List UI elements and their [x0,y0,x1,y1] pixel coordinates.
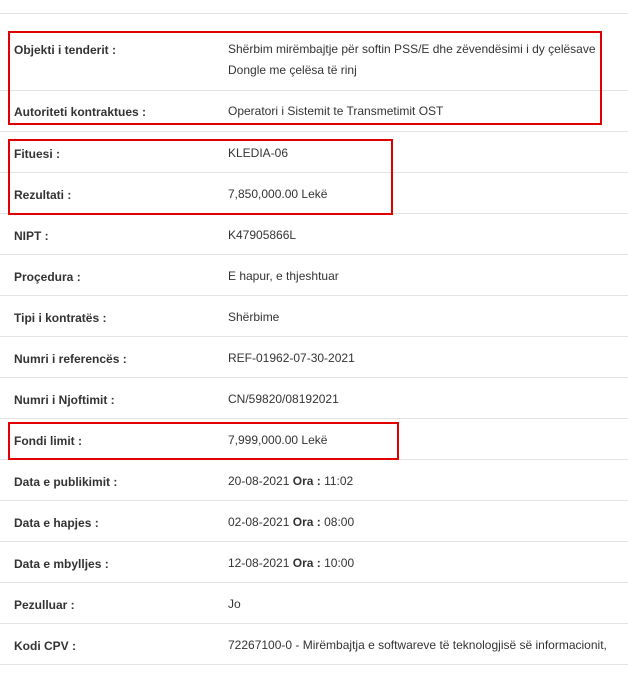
label-fondi-limit: Fondi limit : [14,434,82,448]
row-objekti [0,14,628,91]
label-rezultati: Rezultati : [14,188,72,202]
label-tipi-kontrates: Tipi i kontratës : [14,311,107,325]
time-label-mbylljes: Ora : [292,556,321,570]
row-fituesi [0,132,628,173]
label-data-hapjes: Data e hapjes : [14,516,99,530]
value-procedura: E hapur, e thjeshtuar [228,269,339,283]
row-procedura [0,255,628,296]
row-autoriteti [0,91,628,132]
time-publikimit: 11:02 [324,474,354,488]
label-numri-njoftimit: Numri i Njoftimit : [14,393,115,407]
row-rezultati [0,173,628,214]
row-data-publikimit [0,460,628,501]
time-label-publikimit: Ora : [292,474,321,488]
label-numri-references: Numri i referencës : [14,352,127,366]
row-pezulluar [0,583,628,624]
label-kodi-cpv: Kodi CPV : [14,639,76,653]
time-mbylljes: 10:00 [324,556,355,570]
time-hapjes: 08:00 [324,515,355,529]
label-pezulluar: Pezulluar : [14,598,75,612]
value-rezultati: 7,850,000.00 Lekë [228,187,328,201]
row-data-mbylljes [0,542,628,583]
row-numri-njoftimit [0,378,628,419]
value-data-publikimit [228,471,618,492]
value-nipt: K47905866L [228,228,297,242]
date-mbylljes: 12-08-2021 [228,556,290,570]
time-label-hapjes: Ora : [292,515,321,529]
label-data-mbylljes: Data e mbylljes : [14,557,109,571]
date-hapjes: 02-08-2021 [228,515,290,529]
row-data-hapjes [0,501,628,542]
value-numri-njoftimit: CN/59820/08192021 [228,392,339,406]
value-tipi-kontrates: Shërbime [228,310,280,324]
value-numri-references: REF-01962-07-30-2021 [228,351,355,365]
label-nipt: NIPT : [14,229,49,243]
row-fondi-limit [0,419,628,460]
value-autoriteti: Operatori i Sistemit te Transmetimit OST [228,104,444,118]
date-publikimit: 20-08-2021 [228,474,290,488]
label-autoriteti: Autoriteti kontraktues : [14,105,147,119]
label-objekti: Objekti i tenderit : [14,43,117,57]
label-data-publikimit: Data e publikimit : [14,475,118,489]
row-kodi-cpv [0,624,628,665]
label-fituesi: Fituesi : [14,147,61,161]
value-pezulluar: Jo [228,597,241,611]
value-fondi-limit: 7,999,000.00 Lekë [228,433,328,447]
value-fituesi: KLEDIA-06 [228,146,289,160]
value-objekti: Shërbim mirëmbajtje për softin PSS/E dhe zëvendësimi i dy çelësave Dongle me çelësa të rinj [228,42,596,77]
value-data-hapjes [228,512,618,533]
value-kodi-cpv: 72267100-0 - Mirëmbajtja e softwareve të teknologjisë së informacionit, [228,638,607,652]
label-procedura: Proçedura : [14,270,81,284]
row-tipi-kontrates [0,296,628,337]
row-numri-references [0,337,628,378]
row-nipt [0,214,628,255]
value-data-mbylljes [228,553,618,574]
